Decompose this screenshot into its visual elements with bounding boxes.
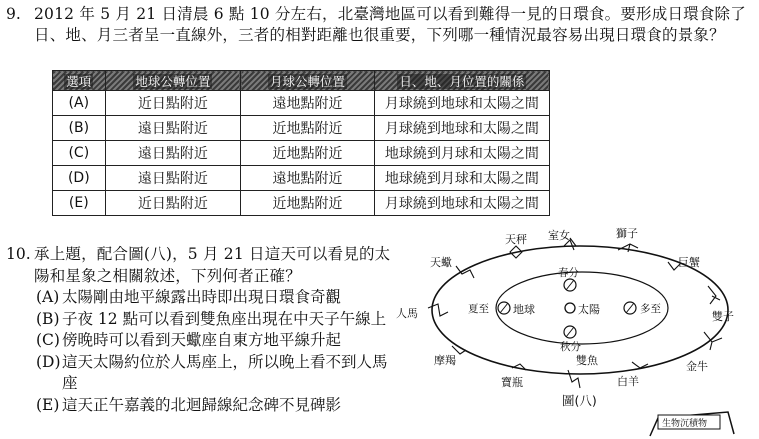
choice-text: 這天太陽約位於人馬座上，所以晚上看不到人馬座 [62, 352, 388, 392]
table-row [53, 166, 550, 191]
constellation-label: 室女 [548, 229, 570, 242]
question-number: 9. [6, 5, 21, 23]
table-row [53, 91, 550, 116]
zodiac-orbit-figure [392, 222, 752, 439]
table-cell: 近地點附近 [241, 191, 375, 216]
table-row [53, 141, 550, 166]
choice-label: (D) [36, 352, 61, 371]
question-10 [6, 244, 396, 416]
table-row [53, 116, 550, 141]
table-cell: 近地點附近 [241, 116, 375, 141]
choice-label: (A) [36, 288, 60, 306]
constellation-label: 巨蟹 [678, 256, 700, 269]
choice-label: (B) [36, 309, 60, 328]
season-label: 夏至 [468, 303, 489, 315]
constellation-label: 人馬 [396, 307, 418, 320]
taurus-icon [704, 332, 722, 350]
table-cell: 月球繞到地球和太陽之間 [374, 91, 549, 116]
figure-caption: 圖(八) [562, 393, 597, 408]
constellation-label: 寶瓶 [501, 376, 523, 389]
season-label: 秋分 [560, 341, 581, 353]
table-cell: 地球繞到月球和太陽之間 [374, 141, 549, 166]
choice-c[interactable] [36, 330, 396, 352]
choice-label: (E) [36, 395, 60, 414]
table-header: 選項 [53, 71, 106, 91]
earth-position-winter [624, 302, 661, 315]
choice-label: (C) [36, 331, 60, 349]
choice-e[interactable] [36, 395, 396, 417]
question-text: 2012 年 5 月 21 日清晨 6 點 10 分左右，北臺灣地區可以看到難得一見的日環食。要形成日環食除了日、地、月三者呈一直線外，三者的相對距離也很重要，下列哪一種情況最容易出現日環食的景象？ [34, 5, 746, 44]
table-cell: 月球繞到地球和太陽之間 [374, 191, 549, 216]
sun-label: 太陽 [578, 303, 600, 316]
season-label: 多至 [640, 303, 661, 315]
table-cell: 月球繞到地球和太陽之間 [374, 116, 549, 141]
table-header: 地球公轉位置 [105, 71, 241, 91]
table-cell: (A) [53, 91, 106, 116]
earth-position-autumn [560, 326, 581, 353]
table-cell: 近地點附近 [241, 141, 375, 166]
season-label: 春分 [558, 267, 579, 279]
choice-a[interactable] [36, 287, 396, 309]
choice-text: 傍晚時可以看到天蠍座自東方地平線升起 [62, 331, 342, 349]
choice-text: 子夜 12 點可以看到雙魚座出現在中天子午線上 [62, 309, 387, 328]
sun-icon [565, 303, 575, 313]
question-number: 10. [6, 245, 31, 263]
earth-label: 地球 [513, 303, 535, 316]
choice-b[interactable] [36, 309, 396, 331]
pisces-icon [568, 370, 580, 388]
table-cell: (D) [53, 166, 106, 191]
constellation-label: 金牛 [686, 360, 708, 373]
constellation-label: 天蠍 [430, 256, 452, 269]
answer-table [52, 70, 550, 216]
table-row [53, 191, 550, 216]
table-cell: (B) [53, 116, 106, 141]
question-text: 承上題，配合圖(八)，5 月 21 日這天可以看見的太陽和星象之相關敘述，下列何者正確？ [34, 245, 391, 285]
stamp-label: 生物沉積物 [662, 419, 708, 429]
constellation-label: 摩羯 [434, 354, 456, 367]
choice-text: 這天正午嘉義的北迴歸線紀念碑不見碑影 [62, 395, 342, 414]
stamp-graphic [650, 412, 734, 436]
table-cell: (E) [53, 191, 106, 216]
constellation-label: 獅子 [616, 227, 638, 240]
table-header-row [53, 71, 550, 91]
choice-d[interactable] [36, 352, 396, 395]
question-9 [6, 4, 751, 46]
constellation-label: 雙子 [712, 310, 734, 323]
scorpius-icon [456, 266, 474, 278]
constellation-label: 天秤 [505, 233, 527, 246]
table-cell: 遠地點附近 [241, 166, 375, 191]
table-cell: 遠日點附近 [105, 166, 241, 191]
table-cell: 遠日點附近 [105, 141, 241, 166]
earth-position-spring [558, 266, 579, 291]
table-cell: 近日點附近 [105, 91, 241, 116]
table-header: 月球公轉位置 [241, 71, 375, 91]
earth-position-summer [468, 302, 535, 316]
table-cell: 遠日點附近 [105, 116, 241, 141]
constellation-label: 白羊 [617, 375, 639, 388]
table-cell: 遠地點附近 [241, 91, 375, 116]
choice-text: 太陽剛由地平線露出時即出現日環食奇觀 [62, 288, 342, 306]
sagittarius-icon [428, 304, 448, 316]
table-cell: 地球繞到月球和太陽之間 [374, 166, 549, 191]
constellation-label: 雙魚 [576, 354, 598, 367]
gemini-icon [708, 286, 720, 304]
table-cell: 近日點附近 [105, 191, 241, 216]
table-header: 日、地、月位置的關係 [374, 71, 549, 91]
table-cell: (C) [53, 141, 106, 166]
